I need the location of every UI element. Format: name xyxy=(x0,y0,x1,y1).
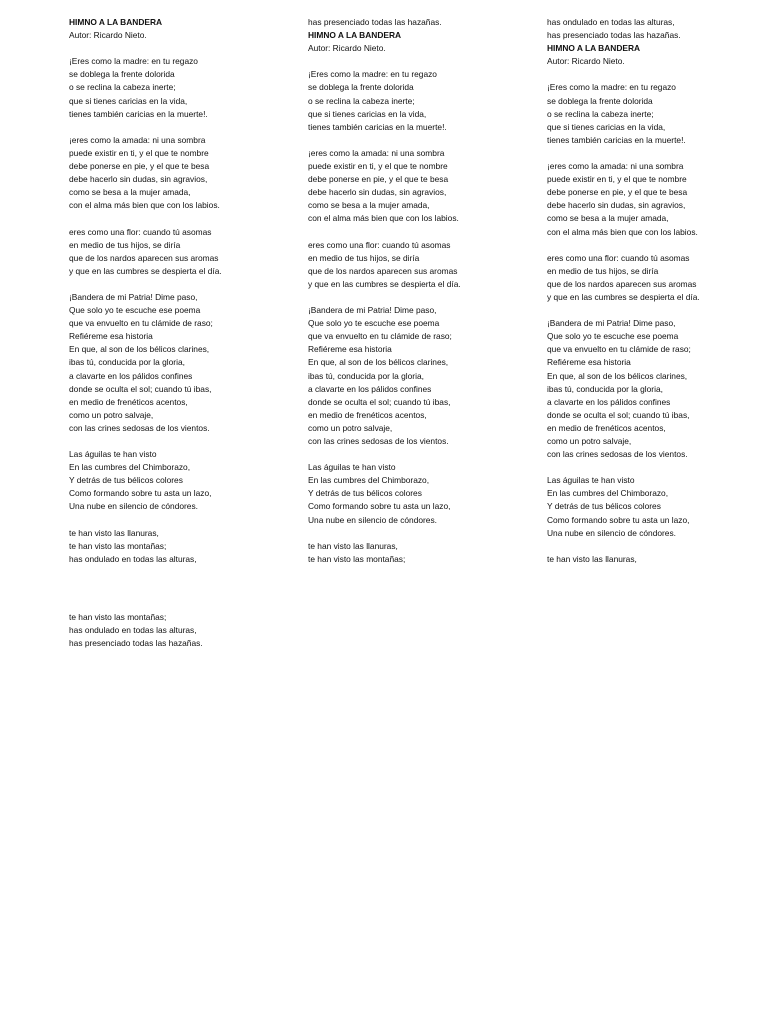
poem-line: y que en las cumbres se despierta el día. xyxy=(69,265,222,276)
poem-line: Las águilas te han visto xyxy=(308,462,396,473)
poem-line: donde se oculta el sol; cuando tú ibas, xyxy=(547,409,690,420)
poem-line: Como formando sobre tu asta un lazo, xyxy=(69,488,212,499)
poem-line: Que solo yo te escuche ese poema xyxy=(547,331,679,342)
poem-line: Las águilas te han visto xyxy=(547,475,635,486)
poem-line: en medio de frenéticos acentos, xyxy=(547,422,666,433)
poem-line: debe hacerlo sin dudas, sin agravios, xyxy=(69,174,208,185)
poem-line: En las cumbres del Chimborazo, xyxy=(308,475,430,486)
poem-line: ibas tú, conducida por la gloria, xyxy=(308,370,424,381)
poem-line: ¡Bandera de mi Patria! Dime paso, xyxy=(547,318,676,329)
poem-line: te han visto las montañas; xyxy=(69,540,167,551)
poem-line: En que, al son de los bélicos clarines, xyxy=(69,344,210,355)
poem-line: que de los nardos aparecen sus aromas xyxy=(547,278,697,289)
stanza-break xyxy=(69,212,291,225)
poem-line: en medio de tus hijos, se diría xyxy=(69,239,181,250)
stanza-break xyxy=(547,239,768,252)
poem-line: que va envuelto en tu clámide de raso; xyxy=(308,331,452,342)
poem-line: ¡Eres como la madre: en tu regazo xyxy=(69,56,198,67)
poem-line: has ondulado en todas las alturas, xyxy=(547,17,675,27)
poem-line: en medio de frenéticos acentos, xyxy=(69,396,188,407)
stanza-break xyxy=(308,291,530,304)
poem-line: o se reclina la cabeza inerte; xyxy=(308,95,415,106)
poem-line: ¡eres como la amada: ni una sombra xyxy=(69,134,206,145)
text-column-1-continuation xyxy=(69,611,291,650)
poem-line: con el alma más bien que con los labios. xyxy=(547,226,698,237)
poem-line: ibas tú, conducida por la gloria, xyxy=(547,383,663,394)
poem-line: Que solo yo te escuche ese poema xyxy=(69,305,201,316)
poem-line: Una nube en silencio de cóndores. xyxy=(69,501,198,512)
poem-line: En que, al son de los bélicos clarines, xyxy=(308,357,449,368)
poem-line: como se besa a la mujer amada, xyxy=(69,187,191,198)
text-column-1 xyxy=(69,16,291,566)
stanza-break xyxy=(69,121,291,134)
poem-line: que si tienes caricias en la vida, xyxy=(308,108,427,119)
poem-line: como un potro salvaje, xyxy=(308,422,393,433)
poem-line: te han visto las montañas; xyxy=(69,612,167,622)
poem-line: Una nube en silencio de cóndores. xyxy=(547,527,676,538)
poem-line: eres como una flor: cuando tú asomas xyxy=(547,252,690,263)
poem-line: Que solo yo te escuche ese poema xyxy=(308,318,440,329)
stanza-break xyxy=(547,304,768,317)
poem-line: puede existir en ti, y el que te nombre xyxy=(308,161,448,172)
poem-line: como se besa a la mujer amada, xyxy=(547,213,669,224)
text-column-3 xyxy=(547,16,768,566)
poem-line: ¡eres como la amada: ni una sombra xyxy=(547,161,684,172)
poem-line: debe hacerlo sin dudas, sin agravios, xyxy=(547,200,686,211)
poem-line: Y detrás de tus bélicos colores xyxy=(69,475,183,486)
poem-line: se doblega la frente dolorida xyxy=(69,69,175,80)
stanza-break xyxy=(547,147,768,160)
poem-line: a clavarte en los pálidos confines xyxy=(547,396,671,407)
poem-line: como se besa a la mujer amada, xyxy=(308,200,430,211)
poem-line: ¡Eres como la madre: en tu regazo xyxy=(547,82,676,93)
poem-line: puede existir en ti, y el que te nombre xyxy=(547,174,687,185)
poem-line: te han visto las montañas; xyxy=(308,553,406,564)
poem-line: que si tienes caricias en la vida, xyxy=(69,95,188,106)
poem-line: Refiéreme esa historia xyxy=(69,331,153,342)
poem-line: que de los nardos aparecen sus aromas xyxy=(308,265,458,276)
poem-line: con las crines sedosas de los vientos. xyxy=(547,449,688,460)
stanza-break xyxy=(547,68,768,81)
poem-line: Autor: Ricardo Nieto. xyxy=(69,30,147,41)
poem-line: ¡eres como la amada: ni una sombra xyxy=(308,147,445,158)
poem-line: te han visto las llanuras, xyxy=(69,527,159,538)
poem-line: puede existir en ti, y el que te nombre xyxy=(69,147,209,158)
poem-line: en medio de tus hijos, se diría xyxy=(308,252,420,263)
poem-line: has ondulado en todas las alturas, xyxy=(69,553,197,564)
poem-line: debe ponerse en pie, y el que te besa xyxy=(547,187,688,198)
text-column-2 xyxy=(308,16,530,566)
poem-line: o se reclina la cabeza inerte; xyxy=(547,108,654,119)
poem-line: tienes también caricias en la muerte!. xyxy=(547,134,686,145)
poem-line: se doblega la frente dolorida xyxy=(547,95,653,106)
poem-line: ¡Eres como la madre: en tu regazo xyxy=(308,69,437,80)
poem-line: Como formando sobre tu asta un lazo, xyxy=(547,514,690,525)
poem-line: a clavarte en los pálidos confines xyxy=(69,370,193,381)
poem-line: has presenciado todas las hazañas. xyxy=(69,638,203,649)
poem-title: HIMNO A LA BANDERA xyxy=(547,43,641,54)
poem-line: has presenciado todas las hazañas. xyxy=(547,30,681,41)
poem-line: te han visto las llanuras, xyxy=(547,553,637,564)
poem-line: como un potro salvaje, xyxy=(69,409,154,420)
poem-line: a clavarte en los pálidos confines xyxy=(308,383,432,394)
poem-line: Autor: Ricardo Nieto. xyxy=(308,43,386,54)
poem-line: Las águilas te han visto xyxy=(69,449,157,460)
poem-line: Y detrás de tus bélicos colores xyxy=(547,501,661,512)
poem-line: donde se oculta el sol; cuando tú ibas, xyxy=(308,396,451,407)
poem-line: tienes también caricias en la muerte!. xyxy=(69,108,208,119)
poem-line: en medio de tus hijos, se diría xyxy=(547,265,659,276)
poem-line: Refiéreme esa historia xyxy=(308,344,392,355)
poem-line: que va envuelto en tu clámide de raso; xyxy=(69,318,213,329)
stanza-break xyxy=(308,527,530,540)
poem-line: ibas tú, conducida por la gloria, xyxy=(69,357,185,368)
poem-line: con las crines sedosas de los vientos. xyxy=(69,422,210,433)
poem-line: ¡Bandera de mi Patria! Dime paso, xyxy=(308,305,437,316)
poem-line: has presenciado todas las hazañas. xyxy=(308,17,442,27)
stanza-break xyxy=(308,55,530,68)
poem-line: donde se oculta el sol; cuando tú ibas, xyxy=(69,383,212,394)
poem-title: HIMNO A LA BANDERA xyxy=(308,30,402,41)
poem-line: Como formando sobre tu asta un lazo, xyxy=(308,501,451,512)
stanza-break xyxy=(69,514,291,527)
poem-line: debe ponerse en pie, y el que te besa xyxy=(308,174,449,185)
poem-line: con el alma más bien que con los labios. xyxy=(308,213,459,224)
stanza-break xyxy=(547,540,768,553)
stanza-break xyxy=(308,134,530,147)
poem-line: debe ponerse en pie, y el que te besa xyxy=(69,161,210,172)
stanza-break xyxy=(308,226,530,239)
poem-line: Autor: Ricardo Nieto. xyxy=(547,56,625,67)
poem-line: has ondulado en todas las alturas, xyxy=(69,625,197,636)
poem-line: como un potro salvaje, xyxy=(547,436,632,446)
poem-line: o se reclina la cabeza inerte; xyxy=(69,82,176,93)
poem-line: te han visto las llanuras, xyxy=(308,540,398,551)
poem-line: con las crines sedosas de los vientos. xyxy=(308,436,449,446)
stanza-break xyxy=(308,448,530,461)
poem-line: Refiéreme esa historia xyxy=(547,357,631,368)
poem-line: debe hacerlo sin dudas, sin agravios, xyxy=(308,187,447,198)
poem-line: En que, al son de los bélicos clarines, xyxy=(547,370,688,381)
poem-line: eres como una flor: cuando tú asomas xyxy=(69,226,212,237)
poem-line: que si tienes caricias en la vida, xyxy=(547,121,666,132)
poem-line: ¡Bandera de mi Patria! Dime paso, xyxy=(69,291,198,302)
poem-line: Una nube en silencio de cóndores. xyxy=(308,514,437,525)
poem-line: que va envuelto en tu clámide de raso; xyxy=(547,344,691,355)
stanza-break xyxy=(69,435,291,448)
poem-line: eres como una flor: cuando tú asomas xyxy=(308,239,451,250)
stanza-break xyxy=(69,278,291,291)
poem-title: HIMNO A LA BANDERA xyxy=(69,17,163,27)
stanza-break xyxy=(547,461,768,474)
poem-line: En las cumbres del Chimborazo, xyxy=(69,462,191,473)
poem-line: y que en las cumbres se despierta el día. xyxy=(547,291,700,302)
poem-line: que de los nardos aparecen sus aromas xyxy=(69,252,219,263)
stanza-break xyxy=(69,42,291,55)
poem-line: tienes también caricias en la muerte!. xyxy=(308,121,447,132)
poem-line: en medio de frenéticos acentos, xyxy=(308,409,427,420)
poem-line: y que en las cumbres se despierta el día. xyxy=(308,278,461,289)
poem-line: con el alma más bien que con los labios. xyxy=(69,200,220,211)
poem-line: Y detrás de tus bélicos colores xyxy=(308,488,422,499)
poem-line: se doblega la frente dolorida xyxy=(308,82,414,93)
poem-line: En las cumbres del Chimborazo, xyxy=(547,488,669,499)
